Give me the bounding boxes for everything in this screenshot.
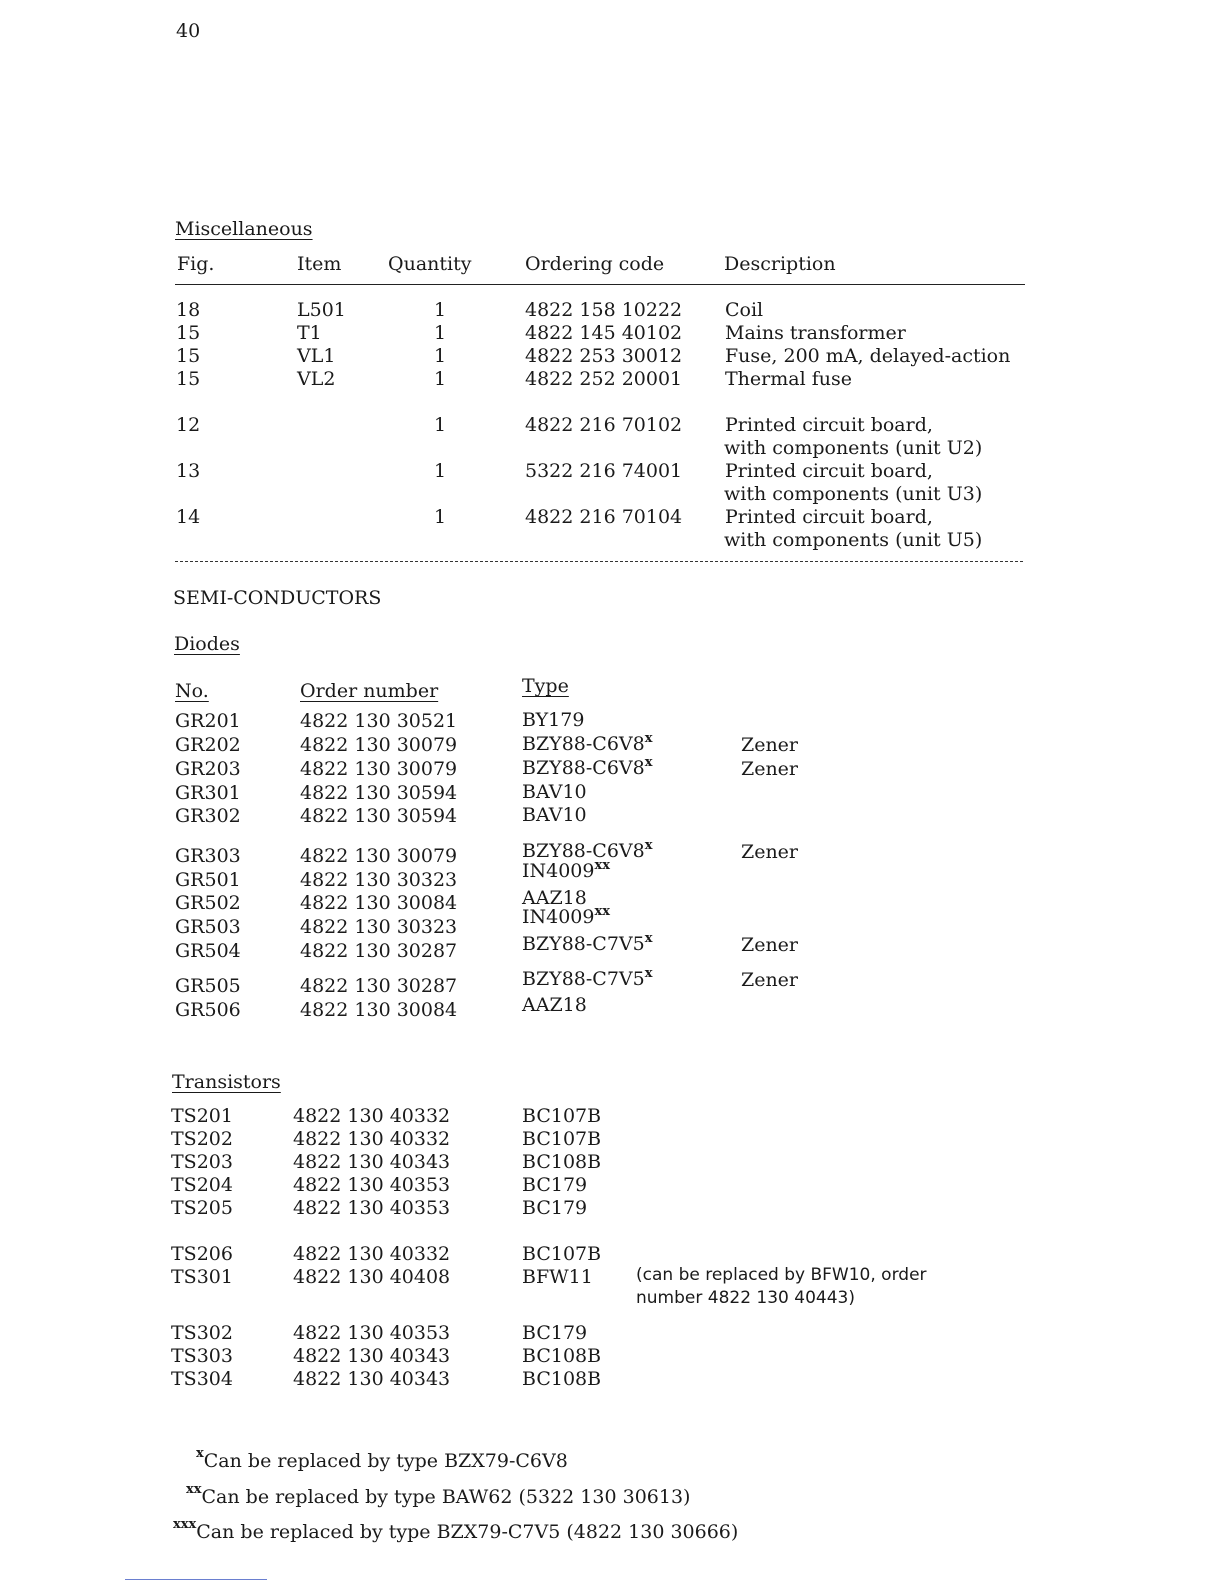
misc-quantity: 1 — [434, 506, 447, 528]
footnote-mark: x — [644, 838, 653, 853]
transistor-number: TS302 — [171, 1322, 233, 1344]
misc-ordering-code: 4822 216 70102 — [525, 414, 683, 436]
misc-quantity: 1 — [434, 345, 447, 367]
transistor-order-number: 4822 130 40408 — [293, 1266, 451, 1288]
misc-fig: 15 — [176, 322, 201, 344]
footnote-mark: x — [644, 931, 653, 946]
diode-number: GR502 — [175, 892, 241, 914]
diode-type-text: BZY88-C6V8 — [522, 733, 645, 755]
transistor-note-line2: number 4822 130 40443) — [636, 1288, 855, 1308]
diode-number: GR501 — [175, 869, 241, 891]
header-quantity: Quantity — [388, 253, 472, 275]
diode-number: GR303 — [175, 845, 241, 867]
misc-ordering-code: 4822 252 20001 — [525, 368, 683, 390]
misc-description-line2: with components (unit U2) — [724, 437, 983, 459]
transistor-type: BFW11 — [522, 1266, 593, 1288]
misc-description: Printed circuit board, — [725, 506, 933, 528]
table-end-rule — [175, 561, 1023, 562]
misc-fig: 14 — [176, 506, 201, 528]
header-rule — [175, 284, 1025, 285]
diode-order-number: 4822 130 30084 — [300, 999, 458, 1021]
diode-order-number: 4822 130 30323 — [300, 916, 458, 938]
transistor-order-number: 4822 130 40332 — [293, 1105, 451, 1127]
diode-order-number: 4822 130 30594 — [300, 805, 458, 827]
transistor-number: TS203 — [171, 1151, 233, 1173]
diode-order-number: 4822 130 30323 — [300, 869, 458, 891]
transistor-type: BC107B — [522, 1105, 602, 1127]
diode-type-text: AAZ18 — [522, 887, 587, 909]
header-description: Description — [724, 253, 836, 275]
diode-type-text: BAV10 — [522, 781, 587, 803]
transistor-type: BC107B — [522, 1128, 602, 1150]
misc-fig: 15 — [176, 368, 201, 390]
misc-title: Miscellaneous — [175, 218, 313, 240]
header-fig: Fig. — [177, 253, 215, 275]
misc-quantity: 1 — [434, 460, 447, 482]
footnote-mark: xx — [594, 858, 610, 873]
diode-type-text: BZY88-C6V8 — [522, 757, 645, 779]
footnote-mark: xx — [594, 904, 610, 919]
transistor-type: BC179 — [522, 1174, 588, 1196]
footnote-mark: x — [644, 731, 653, 746]
misc-ordering-code: 4822 158 10222 — [525, 299, 683, 321]
transistor-type: BC108B — [522, 1368, 602, 1390]
misc-quantity: 1 — [434, 322, 447, 344]
misc-item: L501 — [297, 299, 346, 321]
diode-type — [522, 968, 653, 990]
footnote — [186, 1482, 691, 1508]
diode-number: GR201 — [175, 710, 241, 732]
misc-description: Thermal fuse — [725, 368, 852, 390]
diode-type-text: BZY88-C6V8 — [522, 840, 645, 862]
transistor-order-number: 4822 130 40353 — [293, 1322, 451, 1344]
transistor-number: TS304 — [171, 1368, 233, 1390]
diode-type — [522, 709, 584, 731]
misc-ordering-code: 4822 145 40102 — [525, 322, 683, 344]
diode-number: GR203 — [175, 758, 241, 780]
diode-note: Zener — [741, 841, 799, 863]
diode-number: GR505 — [175, 975, 241, 997]
transistors-title: Transistors — [172, 1071, 281, 1093]
footnote-text: Can be replaced by type BZX79-C6V8 — [203, 1450, 568, 1472]
diode-type — [522, 804, 587, 826]
transistor-order-number: 4822 130 40343 — [293, 1368, 451, 1390]
diode-type — [522, 860, 610, 882]
misc-description-line2: with components (unit U3) — [724, 483, 983, 505]
diode-note: Zener — [741, 934, 799, 956]
misc-fig: 12 — [176, 414, 201, 436]
diode-type — [522, 781, 587, 803]
misc-description: Printed circuit board, — [725, 414, 933, 436]
misc-description: Coil — [725, 299, 764, 321]
misc-ordering-code: 4822 216 70104 — [525, 506, 683, 528]
misc-quantity: 1 — [434, 368, 447, 390]
diode-note: Zener — [741, 734, 799, 756]
transistor-number: TS301 — [171, 1266, 233, 1288]
transistor-order-number: 4822 130 40343 — [293, 1345, 451, 1367]
footnote-mark: x — [196, 1446, 204, 1461]
diode-order-number: 4822 130 30521 — [300, 710, 458, 732]
diode-number: GR506 — [175, 999, 241, 1021]
diode-type — [522, 994, 587, 1016]
diode-order-number: 4822 130 30079 — [300, 758, 458, 780]
diode-type-text: BAV10 — [522, 804, 587, 826]
transistor-number: TS204 — [171, 1174, 233, 1196]
diode-order-number: 4822 130 30079 — [300, 734, 458, 756]
transistor-type: BC108B — [522, 1151, 602, 1173]
footnote — [173, 1517, 739, 1543]
diode-number: GR302 — [175, 805, 241, 827]
diode-order-number: 4822 130 30084 — [300, 892, 458, 914]
transistor-order-number: 4822 130 40332 — [293, 1243, 451, 1265]
transistor-type: BC108B — [522, 1345, 602, 1367]
diode-order-number: 4822 130 30287 — [300, 940, 458, 962]
misc-description: Mains transformer — [725, 322, 906, 344]
misc-quantity: 1 — [434, 414, 447, 436]
diodes-title: Diodes — [174, 633, 240, 655]
page-number: 40 — [176, 20, 201, 42]
footnote-mark: x — [644, 755, 653, 770]
misc-description: Printed circuit board, — [725, 460, 933, 482]
transistor-number: TS206 — [171, 1243, 233, 1265]
diode-type-text: IN4009 — [522, 860, 595, 882]
diode-number: GR503 — [175, 916, 241, 938]
misc-description: Fuse, 200 mA, delayed-action — [725, 345, 1011, 367]
diode-order-number: 4822 130 30594 — [300, 782, 458, 804]
diode-type-text: BZY88-C7V5 — [522, 933, 645, 955]
misc-item: VL2 — [297, 368, 336, 390]
transistor-order-number: 4822 130 40353 — [293, 1197, 451, 1219]
misc-ordering-code: 5322 216 74001 — [525, 460, 683, 482]
footnote-mark: xxx — [173, 1517, 197, 1532]
diode-order-number: 4822 130 30079 — [300, 845, 458, 867]
transistor-number: TS202 — [171, 1128, 233, 1150]
misc-item: T1 — [297, 322, 322, 344]
diode-number: GR504 — [175, 940, 241, 962]
page-edge-line — [125, 1579, 267, 1580]
footnote — [196, 1446, 568, 1472]
footnote-mark: xx — [186, 1482, 202, 1497]
diode-type-text: BZY88-C7V5 — [522, 968, 645, 990]
diode-type — [522, 757, 653, 779]
transistor-number: TS205 — [171, 1197, 233, 1219]
misc-fig: 13 — [176, 460, 201, 482]
misc-quantity: 1 — [434, 299, 447, 321]
transistor-order-number: 4822 130 40332 — [293, 1128, 451, 1150]
diode-note: Zener — [741, 969, 799, 991]
misc-fig: 18 — [176, 299, 201, 321]
diode-type — [522, 933, 653, 955]
diode-order-number: 4822 130 30287 — [300, 975, 458, 997]
footnote-text: Can be replaced by type BAW62 (5322 130 30613) — [201, 1486, 691, 1508]
transistor-number: TS303 — [171, 1345, 233, 1367]
header-ordering-code: Ordering code — [525, 253, 665, 275]
semiconductors-heading: SEMI-CONDUCTORS — [173, 587, 382, 609]
diode-type-text: AAZ18 — [522, 994, 587, 1016]
diode-type-text: BY179 — [522, 709, 585, 731]
misc-ordering-code: 4822 253 30012 — [525, 345, 683, 367]
header-item: Item — [297, 253, 342, 275]
footnote-mark: x — [644, 966, 653, 981]
footnote-text: Can be replaced by type BZX79-C7V5 (4822 130 30666) — [196, 1521, 739, 1543]
misc-fig: 15 — [176, 345, 201, 367]
transistor-number: TS201 — [171, 1105, 233, 1127]
misc-description-line2: with components (unit U5) — [724, 529, 983, 551]
diode-type — [522, 906, 610, 928]
transistor-note: (can be replaced by BFW10, order — [636, 1265, 927, 1285]
transistor-type: BC107B — [522, 1243, 602, 1265]
diode-type — [522, 840, 653, 862]
misc-item: VL1 — [297, 345, 336, 367]
diodes-header-no: No. — [175, 680, 209, 702]
transistor-order-number: 4822 130 40343 — [293, 1151, 451, 1173]
diode-note: Zener — [741, 758, 799, 780]
transistor-order-number: 4822 130 40353 — [293, 1174, 451, 1196]
diode-number: GR202 — [175, 734, 241, 756]
diodes-header-order: Order number — [300, 680, 439, 702]
transistor-type: BC179 — [522, 1197, 588, 1219]
transistor-type: BC179 — [522, 1322, 588, 1344]
diode-number: GR301 — [175, 782, 241, 804]
diode-type — [522, 733, 653, 755]
diodes-header-type: Type — [522, 675, 569, 697]
diode-type-text: IN4009 — [522, 906, 595, 928]
